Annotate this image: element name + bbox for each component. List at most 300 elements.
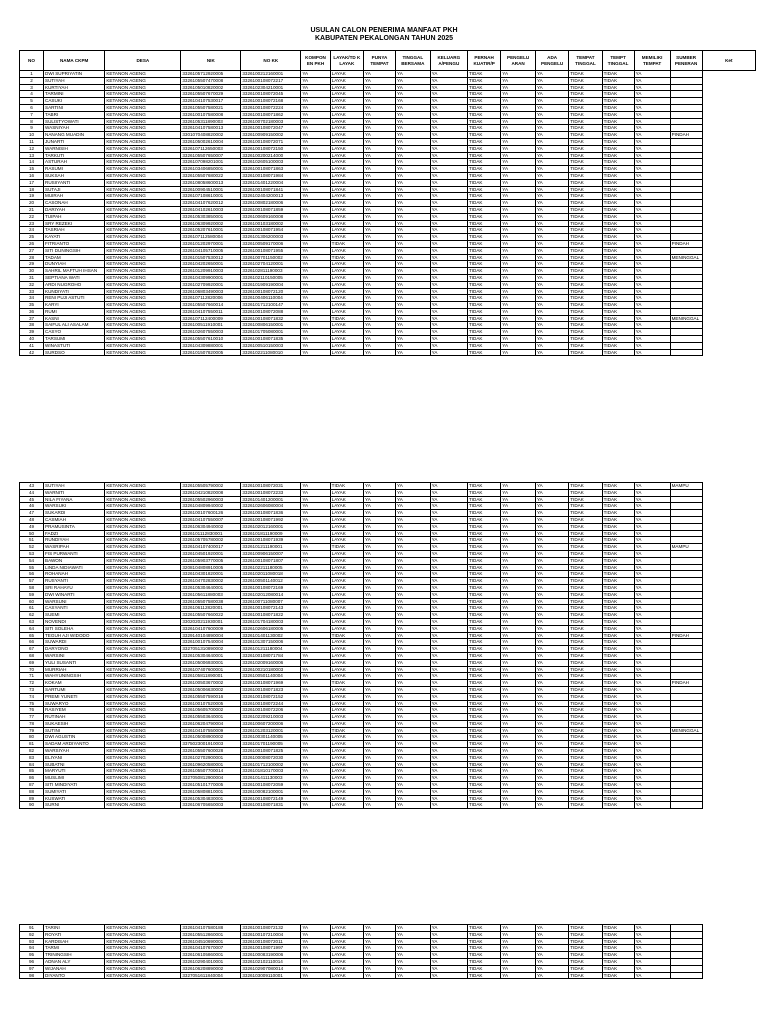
family-member-cell: YA — [430, 329, 467, 336]
has-expenditure-cell: YA — [535, 761, 568, 768]
pkh-component-cell: YA — [301, 308, 330, 315]
has-expenditure-cell: YA — [535, 91, 568, 98]
residence-type-cell: TIDAK — [602, 302, 634, 309]
table-row — [20, 98, 756, 105]
residence-place-cell: TIDAK — [569, 666, 602, 673]
expenditure-cell: YA — [501, 152, 536, 159]
pkh-component-cell: YA — [301, 159, 330, 166]
nik-cell: 3326105006930001 — [181, 659, 241, 666]
residence-type-cell: TIDAK — [602, 727, 634, 734]
table-row — [20, 686, 756, 693]
nik-cell: 3329140104890004 — [181, 632, 241, 639]
nik-cell: 3326108058600013 — [181, 179, 241, 186]
ckpm-name-cell: SAHRIL MAFTUH IHSAN — [44, 268, 105, 275]
has-residence-cell: YA — [363, 802, 395, 809]
has-expenditure-cell: YA — [535, 700, 568, 707]
has-residence-cell: YA — [363, 510, 395, 517]
family-member-cell: YA — [430, 159, 467, 166]
ckpm-name-cell: SITI SOLEHA — [44, 625, 105, 632]
table-row — [20, 268, 756, 275]
residence-type-cell: TIDAK — [602, 288, 634, 295]
has-residence-cell: YA — [363, 274, 395, 281]
has-residence-cell: YA — [363, 489, 395, 496]
expenditure-cell: YA — [501, 98, 536, 105]
ever-worried-cell: TIDAK — [467, 288, 500, 295]
expenditure-cell: YA — [501, 612, 536, 619]
village-cell: KETANON AGENG — [105, 77, 181, 84]
ever-worried-cell: TIDAK — [467, 972, 500, 979]
income-source-cell: MENINGGAL — [670, 315, 702, 322]
kk-number-cell: 3326100108072088 — [241, 308, 301, 315]
row-number-cell: 52 — [20, 544, 44, 551]
has-residence-cell: YA — [363, 720, 395, 727]
ever-worried-cell: TIDAK — [467, 159, 500, 166]
pkh-component-cell: YA — [301, 261, 330, 268]
kk-number-cell: 3326101712100147 — [241, 302, 301, 309]
owns-place-cell: YA — [634, 288, 670, 295]
income-source-cell: PINDAH — [670, 680, 702, 687]
eligibility-cell: LAYAK — [330, 91, 363, 98]
nik-cell: 3326104809940002 — [181, 503, 241, 510]
table-row — [20, 159, 756, 166]
row-number-cell: 6 — [20, 104, 44, 111]
document-title: USULAN CALON PENERIMA MANFAAT PKH — [310, 27, 458, 34]
residence-place-cell: TIDAK — [569, 510, 602, 517]
has-residence-cell: YA — [363, 302, 395, 309]
has-residence-cell: YA — [363, 193, 395, 200]
ever-worried-cell: TIDAK — [467, 768, 500, 775]
recipient-table-block-3 — [19, 924, 756, 979]
row-number-cell: 38 — [20, 322, 44, 329]
ever-worried-cell: TIDAK — [467, 958, 500, 965]
has-expenditure-cell: YA — [535, 308, 568, 315]
owns-place-cell: YA — [634, 965, 670, 972]
lives-together-cell: YA — [395, 625, 430, 632]
family-member-cell: YA — [430, 564, 467, 571]
ever-worried-cell: TIDAK — [467, 227, 500, 234]
income-source-cell — [670, 605, 702, 612]
residence-place-cell: TIDAK — [569, 782, 602, 789]
has-residence-cell: YA — [363, 240, 395, 247]
row-number-cell: 44 — [20, 489, 44, 496]
expenditure-cell: YA — [501, 342, 536, 349]
nik-cell: 3326105207610001 — [181, 227, 241, 234]
owns-place-cell: YA — [634, 537, 670, 544]
eligibility-cell: LAYAK — [330, 714, 363, 721]
row-number-cell: 23 — [20, 220, 44, 227]
nik-cell: 3326100107520005 — [181, 700, 241, 707]
ckpm-name-cell: RUMI — [44, 308, 105, 315]
income-source-cell — [670, 166, 702, 173]
owns-place-cell: YA — [634, 639, 670, 646]
has-expenditure-cell: YA — [535, 598, 568, 605]
pkh-component-cell: YA — [301, 172, 330, 179]
table-row — [20, 166, 756, 173]
nik-cell: 3326105505790002 — [181, 483, 241, 490]
village-cell: KETANON AGENG — [105, 952, 181, 959]
row-number-cell: 67 — [20, 646, 44, 653]
income-source-cell — [670, 714, 702, 721]
family-member-cell: YA — [430, 788, 467, 795]
nik-cell: 3326104102610003 — [181, 206, 241, 213]
owns-place-cell: YA — [634, 138, 670, 145]
has-expenditure-cell: YA — [535, 707, 568, 714]
family-member-cell: YA — [430, 938, 467, 945]
row-number-cell: 16 — [20, 172, 44, 179]
residence-type-cell: TIDAK — [602, 111, 634, 118]
eligibility-cell: LAYAK — [330, 686, 363, 693]
has-residence-cell: YA — [363, 748, 395, 755]
residence-place-cell: TIDAK — [569, 652, 602, 659]
nik-cell: 3326104107400017 — [181, 544, 241, 551]
expenditure-cell: YA — [501, 686, 536, 693]
table-row — [20, 952, 756, 959]
village-cell: KETANON AGENG — [105, 666, 181, 673]
village-cell: KETANON AGENG — [105, 132, 181, 139]
has-expenditure-cell: YA — [535, 652, 568, 659]
family-member-cell: YA — [430, 118, 467, 125]
residence-type-cell: TIDAK — [602, 308, 634, 315]
row-number-cell: 28 — [20, 254, 44, 261]
income-source-cell — [670, 322, 702, 329]
pkh-component-cell: YA — [301, 564, 330, 571]
owns-place-cell: YA — [634, 322, 670, 329]
residence-type-cell: TIDAK — [602, 788, 634, 795]
has-residence-cell: YA — [363, 172, 395, 179]
expenditure-cell: YA — [501, 489, 536, 496]
income-source-cell — [670, 802, 702, 809]
pkh-component-cell: YA — [301, 240, 330, 247]
ever-worried-cell: TIDAK — [467, 659, 500, 666]
residence-type-cell: TIDAK — [602, 646, 634, 653]
has-expenditure-cell: YA — [535, 510, 568, 517]
nik-cell: 3326104107600009 — [181, 625, 241, 632]
pkh-component-cell: YA — [301, 618, 330, 625]
residence-type-cell: TIDAK — [602, 618, 634, 625]
residence-type-cell: TIDAK — [602, 152, 634, 159]
table-row — [20, 172, 756, 179]
table-row — [20, 673, 756, 680]
eligibility-cell: LAYAK — [330, 578, 363, 585]
village-cell: KETANON AGENG — [105, 220, 181, 227]
eligibility-cell: LAYAK — [330, 693, 363, 700]
ever-worried-cell: TIDAK — [467, 261, 500, 268]
residence-place-cell: TIDAK — [569, 925, 602, 932]
nik-cell: 3326100904510001 — [181, 186, 241, 193]
eligibility-cell: LAYAK — [330, 673, 363, 680]
expenditure-cell: YA — [501, 564, 536, 571]
village-cell: KETANON AGENG — [105, 329, 181, 336]
has-residence-cell: YA — [363, 625, 395, 632]
income-source-cell — [670, 510, 702, 517]
income-source-cell — [670, 152, 702, 159]
table-row — [20, 680, 756, 687]
ever-worried-cell: TIDAK — [467, 336, 500, 343]
owns-place-cell: YA — [634, 268, 670, 275]
ever-worried-cell: TIDAK — [467, 322, 500, 329]
has-expenditure-cell: YA — [535, 329, 568, 336]
row-number-cell: 88 — [20, 788, 44, 795]
family-member-cell: YA — [430, 288, 467, 295]
residence-type-cell: TIDAK — [602, 693, 634, 700]
expenditure-cell: YA — [501, 666, 536, 673]
has-expenditure-cell: YA — [535, 247, 568, 254]
kk-number-cell: 3326100108072143 — [241, 605, 301, 612]
pkh-component-cell: YA — [301, 727, 330, 734]
expenditure-cell: YA — [501, 281, 536, 288]
ckpm-name-cell: KARYI — [44, 302, 105, 309]
lives-together-cell: YA — [395, 111, 430, 118]
column-header-ever-worried: PERNAH KUATIR/P — [467, 51, 500, 71]
eligibility-cell: TIDAK — [330, 544, 363, 551]
kk-number-cell: 3326100103180002 — [241, 220, 301, 227]
owns-place-cell: YA — [634, 693, 670, 700]
eligibility-cell: LAYAK — [330, 945, 363, 952]
table-row — [20, 659, 756, 666]
ever-worried-cell: TIDAK — [467, 700, 500, 707]
nik-cell: 3326106705650003 — [181, 802, 241, 809]
eligibility-cell: TIDAK — [330, 254, 363, 261]
family-member-cell: YA — [430, 571, 467, 578]
ever-worried-cell: TIDAK — [467, 132, 500, 139]
has-residence-cell: YA — [363, 550, 395, 557]
income-source-cell — [670, 193, 702, 200]
pkh-component-cell: YA — [301, 349, 330, 356]
column-header-remarks: Ket — [702, 51, 755, 71]
kk-number-cell: 3326102811190003 — [241, 268, 301, 275]
family-member-cell: YA — [430, 483, 467, 490]
residence-place-cell: TIDAK — [569, 775, 602, 782]
ckpm-name-cell: KUSWATI — [44, 795, 105, 802]
ever-worried-cell: TIDAK — [467, 727, 500, 734]
eligibility-cell: LAYAK — [330, 931, 363, 938]
ever-worried-cell: TIDAK — [467, 571, 500, 578]
ever-worried-cell: TIDAK — [467, 734, 500, 741]
kk-number-cell: 3326100108072217 — [241, 77, 301, 84]
pkh-component-cell: YA — [301, 268, 330, 275]
kk-number-cell: 3326102012160001 — [241, 523, 301, 530]
pkh-component-cell: YA — [301, 952, 330, 959]
lives-together-cell: YA — [395, 234, 430, 241]
lives-together-cell: YA — [395, 958, 430, 965]
has-residence-cell: YA — [363, 734, 395, 741]
eligibility-cell: LAYAK — [330, 952, 363, 959]
expenditure-cell: YA — [501, 247, 536, 254]
ever-worried-cell: TIDAK — [467, 795, 500, 802]
family-member-cell: YA — [430, 84, 467, 91]
residence-place-cell: TIDAK — [569, 234, 602, 241]
residence-type-cell: TIDAK — [602, 213, 634, 220]
eligibility-cell: LAYAK — [330, 159, 363, 166]
family-member-cell: YA — [430, 666, 467, 673]
ckpm-name-cell: SUBATNI — [44, 761, 105, 768]
owns-place-cell: YA — [634, 666, 670, 673]
lives-together-cell: YA — [395, 782, 430, 789]
income-source-cell — [670, 591, 702, 598]
has-residence-cell: YA — [363, 145, 395, 152]
ckpm-name-cell: DIYANTO — [44, 972, 105, 979]
row-number-cell: 73 — [20, 686, 44, 693]
residence-type-cell: TIDAK — [602, 342, 634, 349]
income-source-cell — [670, 71, 702, 78]
owns-place-cell: YA — [634, 186, 670, 193]
expenditure-cell: YA — [501, 288, 536, 295]
lives-together-cell: YA — [395, 748, 430, 755]
lives-together-cell: YA — [395, 247, 430, 254]
table-row — [20, 788, 756, 795]
eligibility-cell: LAYAK — [330, 118, 363, 125]
pkh-component-cell: YA — [301, 945, 330, 952]
family-member-cell: YA — [430, 618, 467, 625]
family-member-cell: YA — [430, 104, 467, 111]
has-expenditure-cell: YA — [535, 795, 568, 802]
income-source-cell — [670, 295, 702, 302]
village-cell: KETANON AGENG — [105, 213, 181, 220]
residence-place-cell: TIDAK — [569, 612, 602, 619]
has-residence-cell: YA — [363, 782, 395, 789]
has-expenditure-cell: YA — [535, 673, 568, 680]
eligibility-cell: LAYAK — [330, 302, 363, 309]
table-row — [20, 530, 756, 537]
residence-place-cell: TIDAK — [569, 965, 602, 972]
has-residence-cell: YA — [363, 315, 395, 322]
table-row — [20, 748, 756, 755]
residence-type-cell: TIDAK — [602, 768, 634, 775]
owns-place-cell: YA — [634, 234, 670, 241]
residence-place-cell: TIDAK — [569, 159, 602, 166]
has-expenditure-cell: YA — [535, 646, 568, 653]
expenditure-cell: YA — [501, 240, 536, 247]
pkh-component-cell: YA — [301, 138, 330, 145]
village-cell: KETANON AGENG — [105, 193, 181, 200]
pkh-component-cell: YA — [301, 496, 330, 503]
has-expenditure-cell: YA — [535, 720, 568, 727]
expenditure-cell: YA — [501, 938, 536, 945]
nik-cell: 3326105507660014 — [181, 302, 241, 309]
lives-together-cell: YA — [395, 564, 430, 571]
nik-cell: 3301070408820002 — [181, 132, 241, 139]
lives-together-cell: YA — [395, 544, 430, 551]
ckpm-name-cell: LINDA NIDIAWATI — [44, 564, 105, 571]
row-number-cell: 79 — [20, 727, 44, 734]
residence-type-cell: TIDAK — [602, 761, 634, 768]
column-header-residence-type: TEMPT TINGGAL — [602, 51, 634, 71]
income-source-cell — [670, 788, 702, 795]
owns-place-cell: YA — [634, 714, 670, 721]
village-cell: KETANON AGENG — [105, 584, 181, 591]
village-cell: KETANON AGENG — [105, 795, 181, 802]
row-number-cell: 2 — [20, 77, 44, 84]
residence-place-cell: TIDAK — [569, 125, 602, 132]
owns-place-cell: YA — [634, 578, 670, 585]
has-residence-cell: YA — [363, 104, 395, 111]
row-number-cell: 97 — [20, 965, 44, 972]
ever-worried-cell: TIDAK — [467, 578, 500, 585]
owns-place-cell: YA — [634, 544, 670, 551]
has-residence-cell: YA — [363, 544, 395, 551]
owns-place-cell: YA — [634, 727, 670, 734]
kk-number-cell: 3326102606180005 — [241, 625, 301, 632]
kk-number-cell: 3326100711080007 — [241, 598, 301, 605]
has-residence-cell: YA — [363, 591, 395, 598]
ckpm-name-cell: RENI PUJI ASTUTI — [44, 295, 105, 302]
has-expenditure-cell: YA — [535, 186, 568, 193]
residence-type-cell: TIDAK — [602, 584, 634, 591]
residence-type-cell: TIDAK — [602, 145, 634, 152]
pkh-component-cell: YA — [301, 673, 330, 680]
lives-together-cell: YA — [395, 652, 430, 659]
village-cell: KETANON AGENG — [105, 652, 181, 659]
owns-place-cell: YA — [634, 958, 670, 965]
pkh-component-cell: YA — [301, 206, 330, 213]
residence-type-cell: TIDAK — [602, 132, 634, 139]
row-number-cell: 9 — [20, 125, 44, 132]
nik-cell: 3326106304940002 — [181, 523, 241, 530]
family-member-cell: YA — [430, 625, 467, 632]
kk-number-cell: 3326100108071992 — [241, 516, 301, 523]
owns-place-cell: YA — [634, 329, 670, 336]
residence-type-cell: TIDAK — [602, 261, 634, 268]
residence-place-cell: TIDAK — [569, 578, 602, 585]
family-member-cell: YA — [430, 138, 467, 145]
lives-together-cell: YA — [395, 666, 430, 673]
pkh-component-cell: YA — [301, 578, 330, 585]
ckpm-name-cell: SURDSO — [44, 349, 105, 356]
expenditure-cell: YA — [501, 193, 536, 200]
family-member-cell: YA — [430, 193, 467, 200]
pkh-component-cell: YA — [301, 179, 330, 186]
owns-place-cell: YA — [634, 673, 670, 680]
ckpm-name-cell: SITI DUNINGSIH — [44, 247, 105, 254]
row-number-cell: 17 — [20, 179, 44, 186]
table-row — [20, 295, 756, 302]
income-source-cell — [670, 268, 702, 275]
nik-cell: 3326105811890001 — [181, 673, 241, 680]
residence-place-cell: TIDAK — [569, 193, 602, 200]
ever-worried-cell: TIDAK — [467, 496, 500, 503]
expenditure-cell: YA — [501, 748, 536, 755]
nik-cell: 3326101202970001 — [181, 240, 241, 247]
lives-together-cell: YA — [395, 274, 430, 281]
family-member-cell: YA — [430, 686, 467, 693]
pkh-component-cell: YA — [301, 591, 330, 598]
village-cell: KETANON AGENG — [105, 775, 181, 782]
pkh-component-cell: YA — [301, 700, 330, 707]
table-row — [20, 145, 756, 152]
owns-place-cell: YA — [634, 240, 670, 247]
column-header-residence-place: TEMPAT TINGGAL — [569, 51, 602, 71]
village-cell: KETANON AGENG — [105, 782, 181, 789]
residence-place-cell: TIDAK — [569, 329, 602, 336]
row-number-cell: 70 — [20, 666, 44, 673]
income-source-cell — [670, 646, 702, 653]
kk-number-cell: 3326100701150002 — [241, 254, 301, 261]
has-expenditure-cell: YA — [535, 952, 568, 959]
eligibility-cell: LAYAK — [330, 571, 363, 578]
pkh-component-cell: YA — [301, 315, 330, 322]
kk-number-cell: 3326100702180003 — [241, 118, 301, 125]
pkh-component-cell: YA — [301, 336, 330, 343]
row-number-cell: 40 — [20, 336, 44, 343]
pkh-component-cell: YA — [301, 213, 330, 220]
lives-together-cell: YA — [395, 707, 430, 714]
has-residence-cell: YA — [363, 605, 395, 612]
has-expenditure-cell: YA — [535, 213, 568, 220]
eligibility-cell: LAYAK — [330, 707, 363, 714]
eligibility-cell: LAYAK — [330, 104, 363, 111]
has-residence-cell: YA — [363, 564, 395, 571]
expenditure-cell: YA — [501, 754, 536, 761]
